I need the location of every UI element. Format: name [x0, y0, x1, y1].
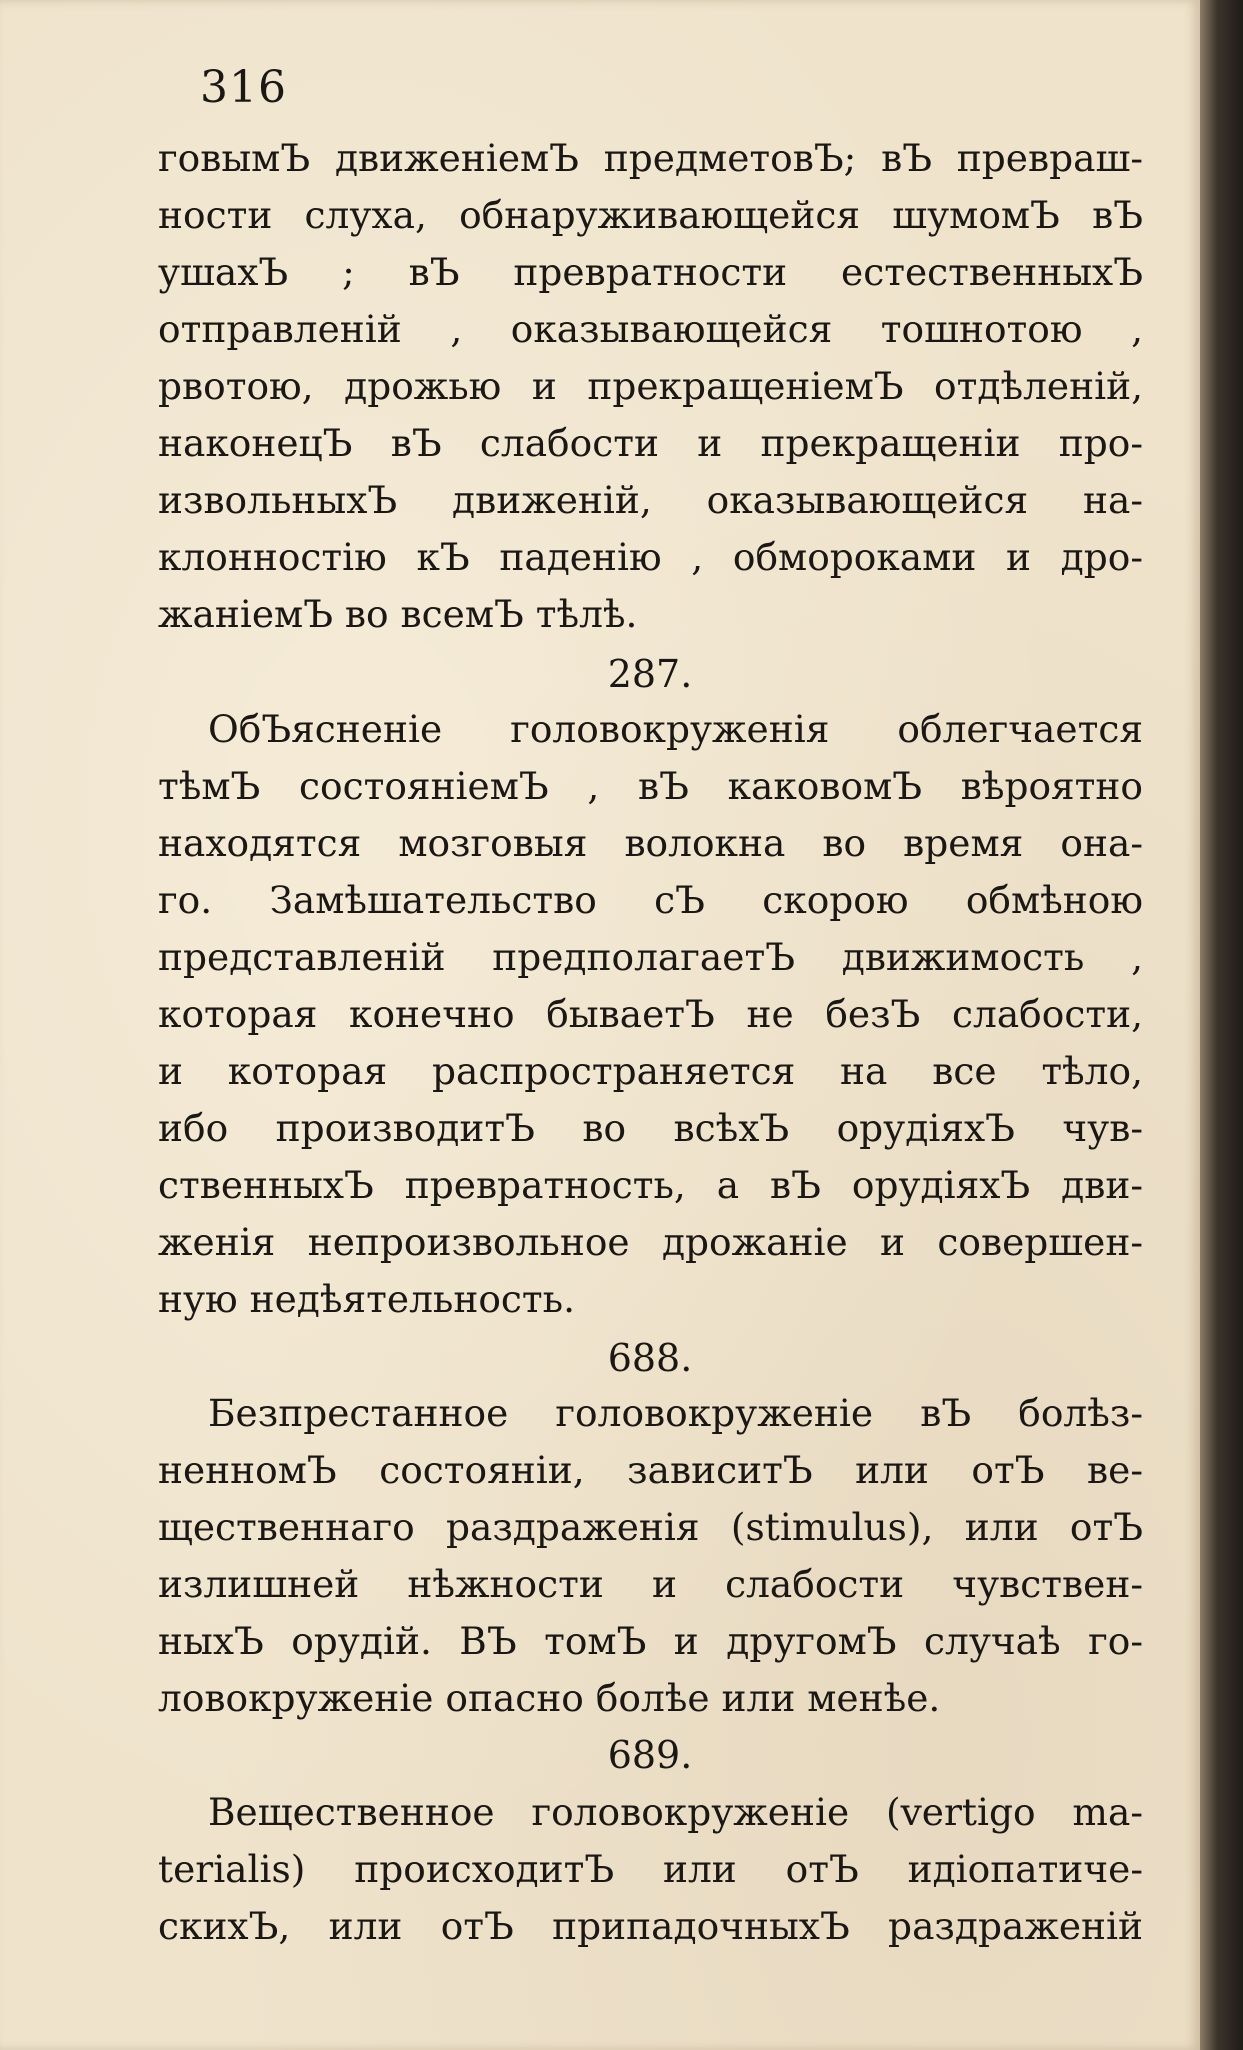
text-line: говымЪ движенiемЪ предметовЪ; вЪ превраш- — [158, 136, 1143, 180]
text-line: ную недѣятельность. — [158, 1277, 576, 1321]
text-line: женiя непроизвольное дрожанiе и совершен- — [158, 1220, 1143, 1264]
text-line: го. Замѣшательство сЪ скорою обмѣною — [158, 878, 1143, 922]
text-line: ловокруженiе опасно болѣе или менѣе. — [158, 1676, 941, 1720]
section-number: 688. — [607, 1336, 693, 1380]
text-line: щественнаго раздраженiя (stimulus), или отЪ — [158, 1505, 1143, 1549]
text-line: Вещественное головокруженiе (vertigo ma- — [208, 1790, 1143, 1834]
section-number: 287. — [607, 652, 693, 696]
text-line: ибо производитЪ во всѣхЪ орудiяхЪ чув- — [158, 1106, 1143, 1150]
section-number: 689. — [607, 1733, 693, 1777]
text-line: ности слуха, обнаруживающейся шумомЪ вЪ — [158, 193, 1143, 237]
text-line: ныхЪ орудiй. ВЪ томЪ и другомЪ случаѣ го- — [158, 1619, 1143, 1663]
text-line: ненномЪ состоянiи, зависитЪ или отЪ ве- — [158, 1448, 1143, 1492]
text-line: ственныхЪ превратность, а вЪ орудiяхЪ дви- — [158, 1163, 1143, 1207]
text-line: terialis) происходитЪ или отЪ идiопатиче- — [158, 1847, 1143, 1891]
text-line: клонностiю кЪ паденiю , обмороками и дро- — [158, 535, 1143, 579]
text-line: которая конечно бываетЪ не безЪ слабости, — [158, 992, 1143, 1036]
text-line: представленiй предполагаетЪ движимость , — [158, 935, 1143, 979]
text-line: рвотою, дрожью и прекращенiемЪ отдѣленiй, — [158, 364, 1143, 408]
text-line: ОбЪясненiе головокруженiя облегчается — [208, 707, 1143, 751]
text-line: извольныхЪ движенiй, оказывающейся на- — [158, 478, 1143, 522]
page-number: 316 — [200, 62, 287, 113]
book-gutter-edge — [1200, 0, 1243, 2050]
text-line: жанiемЪ во всемЪ тѣлѣ. — [158, 592, 638, 636]
text-line: находятся мозговыя волокна во время она- — [158, 821, 1143, 865]
text-line: отправленiй , оказывающейся тошнотою , — [158, 307, 1143, 351]
text-line: ушахЪ ; вЪ превратности естественныхЪ — [158, 250, 1143, 294]
text-line: и которая распространяется на все тѣло, — [158, 1049, 1143, 1093]
text-line: тѣмЪ состоянiемЪ , вЪ каковомЪ вѣроятно — [158, 764, 1143, 808]
text-line: наконецЪ вЪ слабости и прекращенiи про- — [158, 421, 1143, 465]
text-line: излишней нѣжности и слабости чувствен- — [158, 1562, 1143, 1606]
text-line: Безпрестанное головокруженiе вЪ болѣз- — [208, 1391, 1143, 1435]
text-line: скихЪ, или отЪ припадочныхЪ раздраженiй — [158, 1904, 1143, 1948]
